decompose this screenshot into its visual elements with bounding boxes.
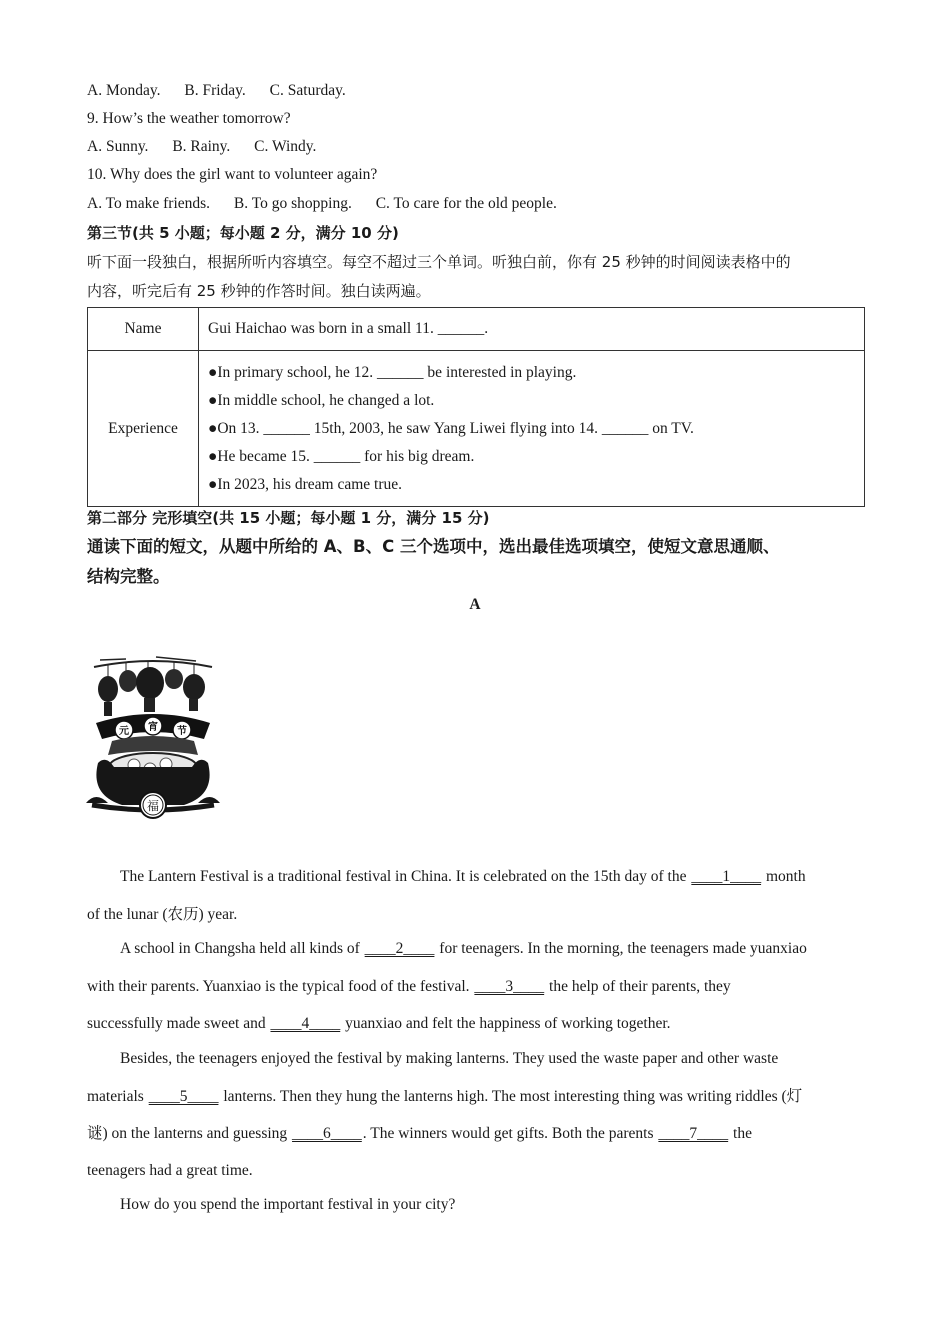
q8-option-a: A. Monday. xyxy=(87,82,161,99)
blank-6: ____6____ xyxy=(292,1125,362,1142)
q10-option-a: A. To make friends. xyxy=(87,195,211,212)
passage-p2-line2: with their parents. Yuanxiao is the typical food of the festival. ____3____ the help of their parents, they xyxy=(87,978,731,995)
blank-4: ____4____ xyxy=(270,1015,341,1032)
experience-list xyxy=(199,351,865,507)
q9-option-c: C. Windy. xyxy=(254,138,317,155)
blank-1: ____1____ xyxy=(691,868,762,885)
q9-options xyxy=(87,137,316,157)
q10-option-b: B. To go shopping. xyxy=(233,195,352,212)
passage-p3-line3: 谜) on the lanterns and guessing ____6____. The winners would get gifts. Both the parents ____7____ the xyxy=(87,1125,752,1142)
blank-3: ____3____ xyxy=(474,978,545,995)
passage-p4: How do you spend the important festival in your city? xyxy=(120,1196,456,1213)
blank-2: ____2____ xyxy=(364,940,435,957)
experience-item: ●In 2023, his dream came true. xyxy=(208,475,403,493)
q8-options xyxy=(87,81,346,101)
passage-p2-line3: successfully made sweet and ____4____ yuanxiao and felt the happiness of working together. xyxy=(87,1015,671,1032)
experience-item: ●In middle school, he changed a lot. xyxy=(208,391,435,409)
section3-heading: 第三节(共 5 小题；每小题 2 分，满分 10 分) xyxy=(87,224,399,242)
passage-p1-line1: The Lantern Festival is a traditional festival in China. It is celebrated on the 15th day of the ____1____ month xyxy=(120,868,806,885)
banner-char-3: 节 xyxy=(177,726,187,737)
table-row-name xyxy=(88,308,865,351)
passage-p2-line1: A school in Changsha held all kinds of ____2____ for teenagers. In the morning, the teenagers made yuanxiao xyxy=(120,940,807,957)
section3-instruction-line1: 听下面一段独白，根据所听内容填空。每空不超过三个单词。听独白前，你有 25 秒钟的时间阅读表格中的 xyxy=(87,253,791,271)
part2-heading: 第二部分 完形填空(共 15 小题；每小题 1 分，满分 15 分) xyxy=(87,509,490,527)
banner-char-2: 宵 xyxy=(148,722,158,733)
section3-instruction-line2: 内容，听完后有 25 秒钟的作答时间。独白读两遍。 xyxy=(87,282,431,300)
passage-p3-line4: teenagers had a great time. xyxy=(87,1162,253,1179)
q9-option-b: B. Rainy. xyxy=(172,138,231,155)
part2-instruction-line1: 通读下面的短文，从题中所给的 A、B、C 三个选项中，选出最佳选项填空，使短文意思通顺、 xyxy=(87,537,780,556)
q10-question: 10. Why does the girl want to volunteer again? xyxy=(87,166,378,183)
lantern-festival-illustration xyxy=(86,655,220,827)
passage-p3-line1: Besides, the teenagers enjoyed the festival by making lanterns. They used the waste paper and other waste xyxy=(120,1050,779,1067)
experience-item: ●On 13. ______ 15th, 2003, he saw Yang Liwei flying into 14. ______ on TV. xyxy=(208,419,694,437)
q8-option-b: B. Friday. xyxy=(184,82,246,99)
info-table xyxy=(87,307,865,507)
fu-char: 福 xyxy=(146,799,160,813)
table-row-experience xyxy=(88,351,865,507)
passage-p3-line2: materials ____5____ lanterns. Then they hung the lanterns high. The most interesting thing was writing riddles (灯 xyxy=(87,1088,803,1105)
q10-options xyxy=(87,194,557,214)
name-value: Gui Haichao was born in a small 11. ______. xyxy=(199,308,865,351)
blank-7: ____7____ xyxy=(658,1125,729,1142)
q10-option-c: C. To care for the old people. xyxy=(375,195,557,212)
experience-item: ●He became 15. ______ for his big dream. xyxy=(208,447,475,465)
q9-option-a: A. Sunny. xyxy=(87,138,149,155)
part2-instruction-line2: 结构完整。 xyxy=(87,567,170,586)
section-letter: A xyxy=(469,596,481,613)
experience-item: ●In primary school, he 12. ______ be interested in playing. xyxy=(208,363,577,381)
blank-5: ____5____ xyxy=(148,1088,219,1105)
passage-p1-line2: of the lunar (农历) year. xyxy=(87,906,238,923)
name-label: Name xyxy=(88,308,199,351)
q9-question: 9. How’s the weather tomorrow? xyxy=(87,110,291,127)
q8-option-c: C. Saturday. xyxy=(269,82,346,99)
banner-char-1: 元 xyxy=(119,726,129,737)
experience-label: Experience xyxy=(88,351,199,507)
